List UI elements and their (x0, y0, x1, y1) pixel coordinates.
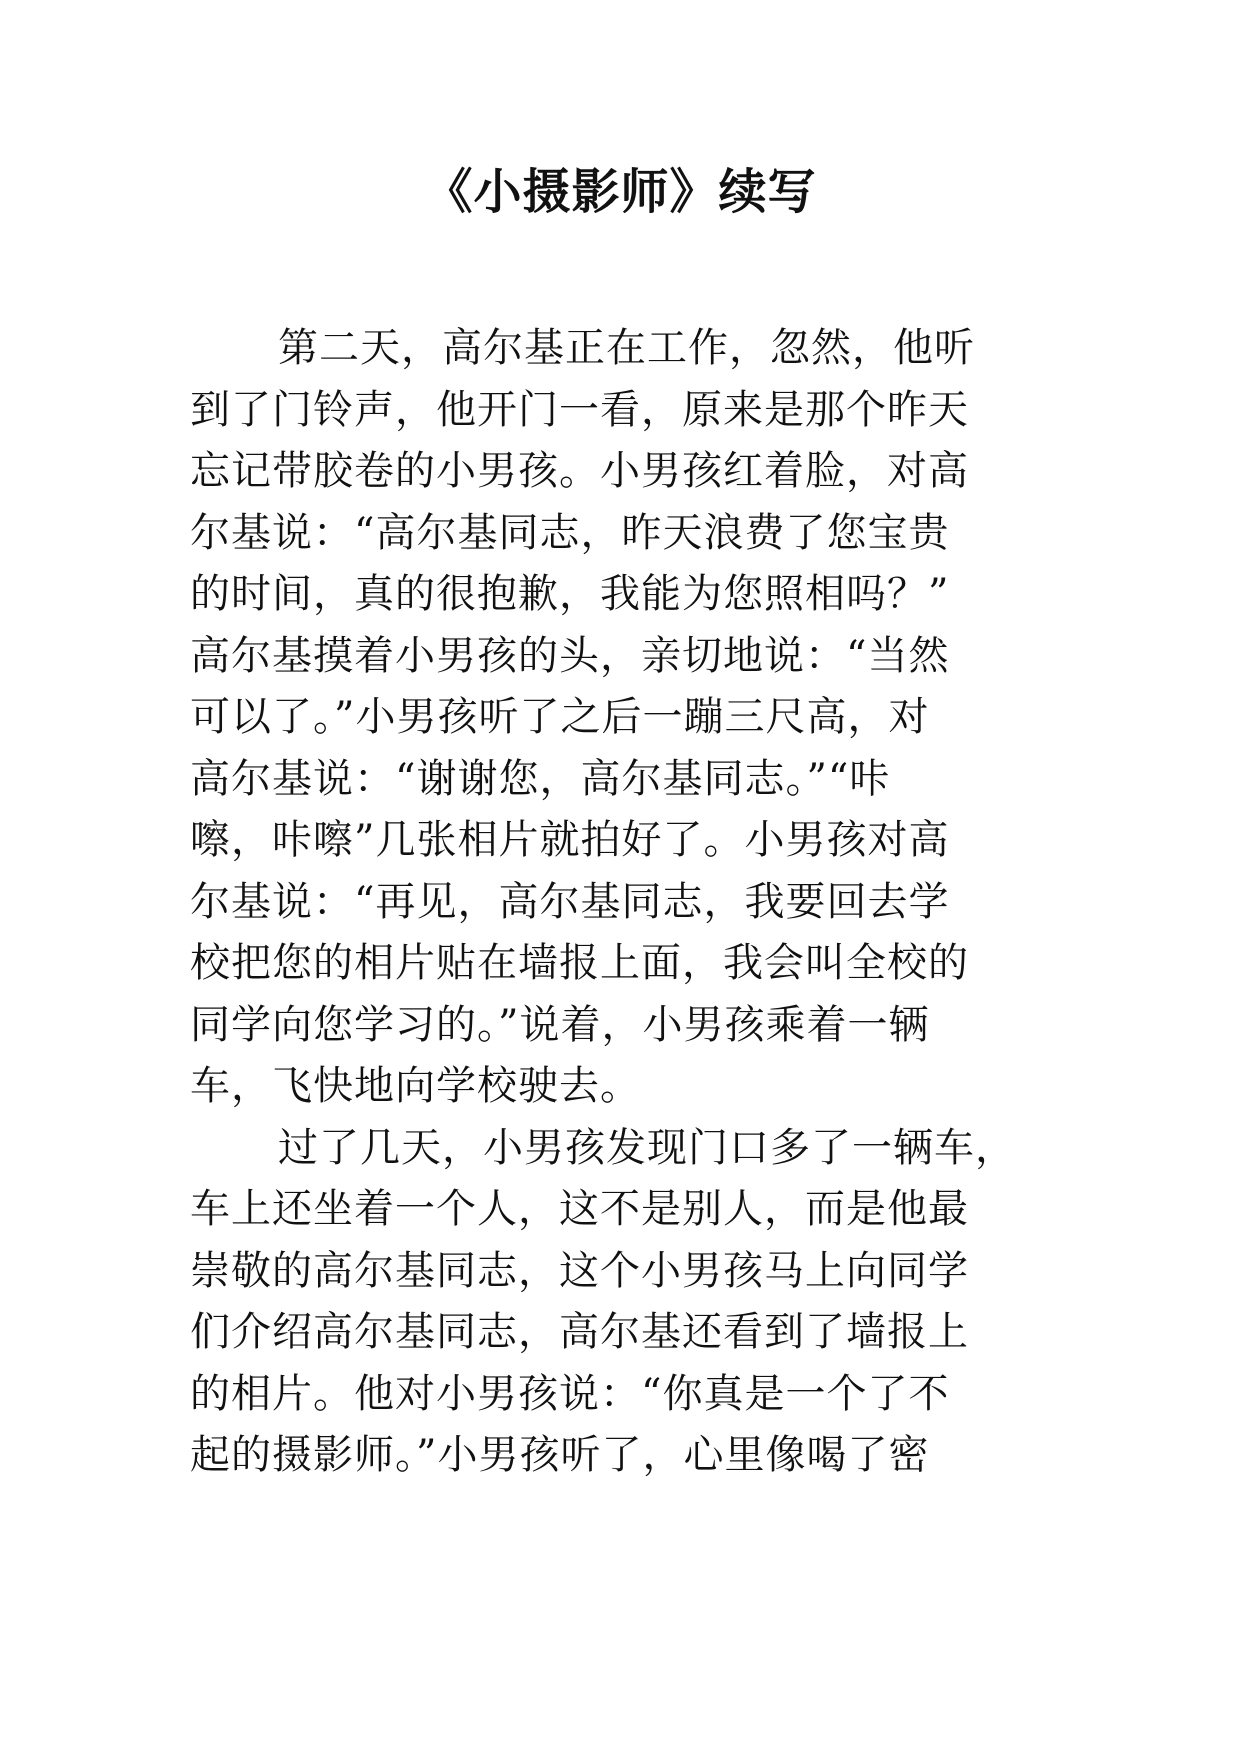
text-line: 车，飞快地向学校驶去。 (190, 1063, 641, 1109)
text-line: 们介绍高尔基同志，高尔基还看到了墙报上 (190, 1309, 969, 1355)
text-line: 同学向您学习的。”说着，小男孩乘着一辆 (190, 1001, 930, 1048)
text-line: 过了几天，小男孩发现门口多了一辆车， (278, 1124, 1016, 1171)
text-line: 到了门铃声，他开门一看，原来是那个昨天 (190, 386, 969, 433)
body-text (190, 318, 1060, 1487)
text-line: 可以了。”小男孩听了之后一蹦三尺高，对 (190, 694, 930, 740)
text-line: 的相片。他对小男孩说：“你真是一个了不 (190, 1370, 950, 1417)
text-line: 嚓，咔嚓”几张相片就拍好了。小男孩对高 (190, 817, 950, 863)
text-line: 起的摄影师。”小男孩听了，心里像喝了密 (190, 1432, 930, 1478)
page-title: 《小摄影师》续写 (424, 164, 817, 220)
text-line: 校把您的相片贴在墙报上面，我会叫全校的 (190, 940, 969, 986)
text-line: 高尔基说：“谢谢您，高尔基同志。”“咔 (190, 755, 891, 802)
text-line: 尔基说：“再见，高尔基同志，我要回去学 (190, 878, 950, 925)
text-line: 高尔基摸着小男孩的头，亲切地说：“当然 (190, 632, 950, 679)
text-line: 第二天，高尔基正在工作，忽然，他听 (278, 325, 975, 371)
paragraph-1 (190, 318, 1060, 1118)
text-line: 的时间，真的很抱歉，我能为您照相吗？” (190, 571, 950, 617)
text-line: 车上还坐着一个人，这不是别人，而是他最 (190, 1186, 969, 1232)
text-line: 崇敬的高尔基同志，这个小男孩马上向同学 (190, 1247, 969, 1294)
paragraph-2 (190, 1118, 1060, 1487)
text-line: 尔基说：“高尔基同志，昨天浪费了您宝贵 (190, 509, 950, 556)
text-line: 忘记带胶卷的小男孩。小男孩红着脸，对高 (190, 448, 969, 494)
